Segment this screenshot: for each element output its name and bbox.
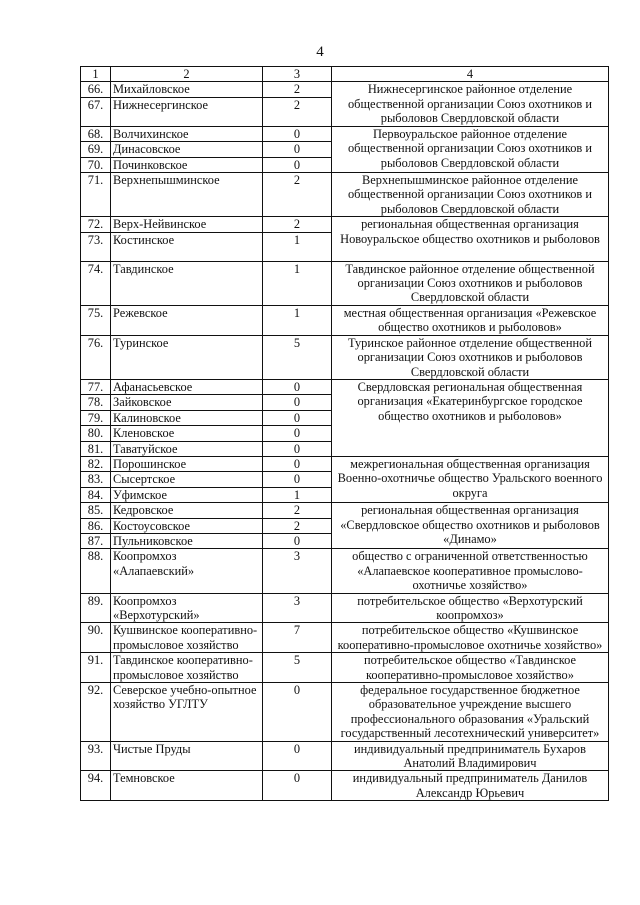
row-number: 92. (81, 683, 111, 742)
row-qty: 0 (263, 456, 332, 471)
table-row (81, 503, 609, 518)
row-name: Волчихинское (111, 126, 263, 141)
row-number: 73. (81, 232, 111, 261)
row-name: Костинское (111, 232, 263, 261)
table-row (81, 217, 609, 232)
row-qty: 2 (263, 97, 332, 126)
row-org: потребительское общество «Кушвинское кооперативно-промысловое охотничье хозяйство» (332, 623, 609, 653)
row-name: Тавдинское (111, 261, 263, 305)
row-number: 69. (81, 142, 111, 157)
row-number: 85. (81, 503, 111, 518)
row-name: Верхнепышминское (111, 173, 263, 217)
row-name: Динасовское (111, 142, 263, 157)
row-name: Чистые Пруды (111, 741, 263, 771)
row-org: федеральное государственное бюджетное образовательное учреждение высшего профессионального образования «Уральский государственный лесотехнический университет» (332, 683, 609, 742)
row-name: Темновское (111, 771, 263, 801)
row-org: Туринское районное отделение общественной организации Союз охотников и рыболовов Свердловской области (332, 335, 609, 379)
row-number: 72. (81, 217, 111, 232)
row-org: межрегиональная общественная организация Военно-охотничье общество Уральского военного округа (332, 456, 609, 502)
row-number: 86. (81, 518, 111, 533)
row-qty: 0 (263, 771, 332, 801)
row-org: потребительское общество «Верхотурский коопромхоз» (332, 593, 609, 623)
hunting-grounds-table (80, 66, 609, 801)
row-name: Зайковское (111, 395, 263, 410)
table-row (81, 379, 609, 394)
row-qty: 2 (263, 503, 332, 518)
row-qty: 2 (263, 217, 332, 232)
page-number: 4 (316, 44, 324, 60)
row-qty: 0 (263, 126, 332, 141)
row-number: 79. (81, 410, 111, 425)
row-org: региональная общественная организация «Свердловское общество охотников и рыболовов «Динамо» (332, 503, 609, 549)
table-row (81, 173, 609, 217)
row-name: Михайловское (111, 82, 263, 97)
row-name: Афанасьевское (111, 379, 263, 394)
row-number: 93. (81, 741, 111, 771)
row-name: Таватуйское (111, 441, 263, 456)
row-number: 80. (81, 426, 111, 441)
row-name: Туринское (111, 335, 263, 379)
row-name: Северское учебно-опытное хозяйство УГЛТУ (111, 683, 263, 742)
row-qty: 0 (263, 142, 332, 157)
table-header-row (81, 67, 609, 82)
row-qty: 0 (263, 683, 332, 742)
row-number: 68. (81, 126, 111, 141)
row-qty: 0 (263, 410, 332, 425)
row-name: Кедровское (111, 503, 263, 518)
header-col-3: 3 (263, 67, 332, 82)
row-qty: 1 (263, 487, 332, 502)
row-qty: 1 (263, 305, 332, 335)
row-name: Уфимское (111, 487, 263, 502)
row-org: индивидуальный предприниматель Бухаров Анатолий Владимирович (332, 741, 609, 771)
row-number: 88. (81, 549, 111, 593)
header-col-4: 4 (332, 67, 609, 82)
row-org: Верхнепышминское районное отделение общественной организации Союз охотников и рыболовов Свердловской области (332, 173, 609, 217)
table-row (81, 683, 609, 742)
row-number: 81. (81, 441, 111, 456)
table-row (81, 82, 609, 97)
row-org: потребительское общество «Тавдинское кооперативно-промысловое хозяйство» (332, 653, 609, 683)
row-qty: 5 (263, 653, 332, 683)
row-name: Коопромхоз «Алапаевский» (111, 549, 263, 593)
row-name: Коопромхоз «Верхотурский» (111, 593, 263, 623)
row-name: Костоусовское (111, 518, 263, 533)
row-name: Кленовское (111, 426, 263, 441)
row-qty: 0 (263, 533, 332, 548)
row-qty: 0 (263, 472, 332, 487)
table-row (81, 126, 609, 141)
row-name: Режевское (111, 305, 263, 335)
row-name: Пульниковское (111, 533, 263, 548)
row-number: 70. (81, 157, 111, 172)
table-row (81, 549, 609, 593)
row-name: Тавдинское кооперативно-промысловое хозяйство (111, 653, 263, 683)
row-qty: 0 (263, 741, 332, 771)
row-number: 75. (81, 305, 111, 335)
row-number: 82. (81, 456, 111, 471)
row-number: 90. (81, 623, 111, 653)
row-number: 67. (81, 97, 111, 126)
row-name: Нижнесергинское (111, 97, 263, 126)
row-qty: 1 (263, 261, 332, 305)
row-number: 83. (81, 472, 111, 487)
row-org: местная общественная организация «Режевское общество охотников и рыболовов» (332, 305, 609, 335)
table-row (81, 771, 609, 801)
row-number: 74. (81, 261, 111, 305)
row-qty: 5 (263, 335, 332, 379)
row-qty: 2 (263, 518, 332, 533)
header-col-2: 2 (111, 67, 263, 82)
row-name: Кушвинское кооперативно-промысловое хозяйство (111, 623, 263, 653)
row-number: 87. (81, 533, 111, 548)
row-qty: 3 (263, 549, 332, 593)
row-number: 66. (81, 82, 111, 97)
table-row (81, 456, 609, 471)
table-row (81, 623, 609, 653)
table-row (81, 653, 609, 683)
row-qty: 7 (263, 623, 332, 653)
row-org: Нижнесергинское районное отделение общественной организации Союз охотников и рыболовов Свердловской области (332, 82, 609, 126)
row-qty: 0 (263, 379, 332, 394)
table-row (81, 741, 609, 771)
row-qty: 1 (263, 232, 332, 261)
row-name: Починковское (111, 157, 263, 172)
row-org: общество с ограниченной ответственностью «Алапаевское кооперативное промыслово-охотничье хозяйство» (332, 549, 609, 593)
row-qty: 2 (263, 173, 332, 217)
row-qty: 0 (263, 426, 332, 441)
header-col-1: 1 (81, 67, 111, 82)
row-number: 84. (81, 487, 111, 502)
row-qty: 0 (263, 395, 332, 410)
row-org: Тавдинское районное отделение общественной организации Союз охотников и рыболовов Свердловской области (332, 261, 609, 305)
row-number: 71. (81, 173, 111, 217)
row-number: 76. (81, 335, 111, 379)
table-row (81, 335, 609, 379)
row-qty: 2 (263, 82, 332, 97)
row-org: региональная общественная организация Новоуральское общество охотников и рыболовов (332, 217, 609, 261)
row-number: 94. (81, 771, 111, 801)
row-name: Верх-Нейвинское (111, 217, 263, 232)
row-qty: 0 (263, 441, 332, 456)
row-number: 89. (81, 593, 111, 623)
row-name: Порошинское (111, 456, 263, 471)
row-org: Первоуральское районное отделение общественной организации Союз охотников и рыболовов Свердловской области (332, 126, 609, 172)
table-row (81, 593, 609, 623)
row-qty: 3 (263, 593, 332, 623)
table-row (81, 261, 609, 305)
table-row (81, 305, 609, 335)
row-number: 77. (81, 379, 111, 394)
row-name: Сысертское (111, 472, 263, 487)
row-qty: 0 (263, 157, 332, 172)
row-number: 91. (81, 653, 111, 683)
row-org: Свердловская региональная общественная организация «Екатеринбургское городское общество охотников и рыболовов» (332, 379, 609, 456)
row-org: индивидуальный предприниматель Данилов Александр Юрьевич (332, 771, 609, 801)
row-name: Калиновское (111, 410, 263, 425)
row-number: 78. (81, 395, 111, 410)
